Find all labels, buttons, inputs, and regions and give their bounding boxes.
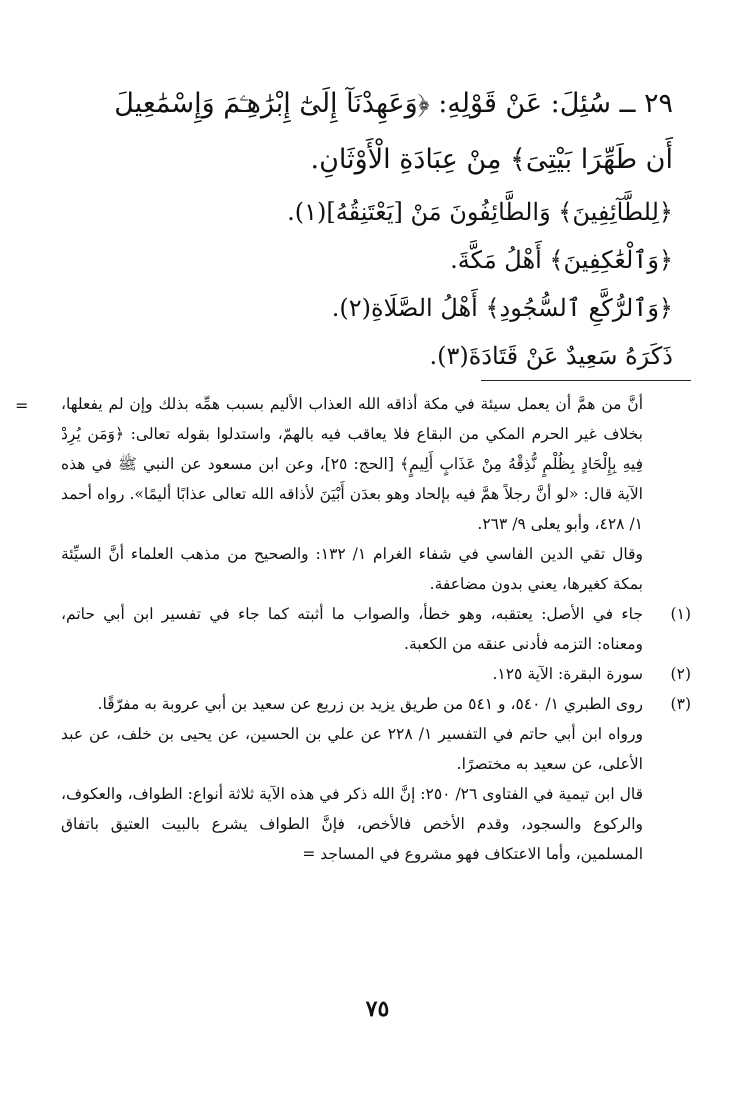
continuation-marker: = — [15, 396, 29, 415]
answer-itikaf: ﴿وَٱلْعَٰكِفِينَ﴾ أَهْلُ مَكَّةَ. — [450, 246, 673, 274]
footnote-1 — [61, 599, 691, 659]
page-number: ٧٥ — [365, 996, 390, 1022]
footnote-number: (٢) — [670, 665, 691, 683]
footnote-2 — [61, 659, 691, 689]
footnote-3-paragraph-3: قال ابن تيمية في الفتاوى ٢٦/ ٢٥٠: إنَّ الله ذكر في هذه الآية ثلاثة أنواع: الطواف، والعكوف، والركوع والسجود، وقدم الأخص فالأخص، فإنَّ الطواف يشرع بالبيت العتيق باتفاق المسلمين، وأما الاعتكاف فهو مشروع في المساجد = — [61, 785, 643, 863]
footnote-3-paragraph-2: ورواه ابن أبي حاتم في التفسير ١/ ٢٢٨ عن علي بن الحسين، عن يحيى بن خلف، عن عبد الأعلى، عن سعيد به مختصرًا. — [61, 725, 643, 773]
footnote-text: سورة البقرة: الآية ١٢٥. — [492, 665, 643, 683]
footnote-divider — [481, 380, 691, 381]
footnote-number: (٣) — [670, 695, 691, 713]
continuation-text: أنَّ من همَّ أن يعمل سيئة في مكة أذاقه الله العذاب الأليم بسبب همِّه بذلك وإن لم يفعلها، بخلاف غير الحرم المكي من البقاع فلا يعاقب فيه بالهمّ، واستدلوا بقوله تعالى: ﴿وَمَن يُرِدْ فِيهِ بِإِلْحَادٍ بِظُلْمٍ نُّذِقْهُ مِنْ عَذَابٍ أَلِيمٍ﴾ [الحج: ٢٥]، وعن ابن مسعود عن النبي ﷺ في هذه الآية قال: «لو أنَّ رجلاً همَّ فيه بإلحاد وهو بعدَن أَبْيَنَ لأذاقه الله تعالى عذابًا أليمًا». رواه أحمد ١/ ٤٢٨، وأبو يعلى ٩/ ٢٦٣. — [61, 395, 643, 533]
question-line-2: أَن طَهِّرَا بَيْتِىَ﴾ مِنْ عِبَادَةِ الْأَوْثَانِ. — [310, 144, 673, 175]
main-text — [73, 76, 673, 380]
answer-ruku-sujud: ﴿وَٱلرُّكَّعِ ٱلسُّجُودِ﴾ أَهْلُ الصَّلَاةِ(٢). — [331, 294, 673, 322]
footnotes — [15, 389, 691, 869]
answer-tawaf: ﴿لِلطَّآئِفِينَ﴾ وَالطَّائِفُونَ مَنْ [يَعْتَنِقُهُ](١). — [287, 198, 673, 226]
footnote-text: جاء في الأصل: يعتقبه، وهو خطأ، والصواب ما أثبته كما جاء في تفسير ابن أبي حاتم، ومعناه: التزمه فأدنى عنقه من الكعبة. — [61, 605, 643, 653]
question-line-1: ٢٩ ــ سُئِلَ: عَنْ قَوْلِهِ: ﴿وَعَهِدْنَآ إِلَىٰٓ إِبْرَٰهِـۧمَ وَإِسْمَٰعِيلَ — [114, 88, 673, 119]
footnote-3 — [61, 689, 691, 719]
footnote-continuation-2: وقال تقي الدين الفاسي في شفاء الغرام ١/ ١٣٢: والصحيح من مذهب العلماء أنَّ السيِّئة بمكة كغيرها، يعني بدون مضاعفة. — [61, 545, 643, 593]
source-attribution: ذَكَرَهُ سَعِيدٌ عَنْ قَتَادَةَ(٣). — [429, 342, 673, 370]
footnote-number: (١) — [670, 605, 691, 623]
footnote-text: روى الطبري ١/ ٥٤٠، و ٥٤١ من طريق يزيد بن زريع عن سعيد بن أبي عروبة به مفرّقًا. — [97, 695, 643, 713]
footnote-continuation — [15, 389, 691, 539]
